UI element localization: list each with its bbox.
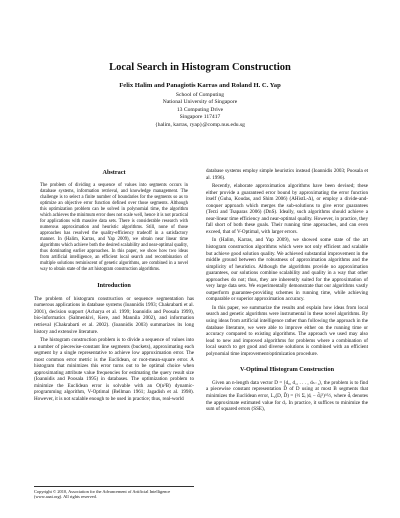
right-column — [206, 168, 368, 415]
affiliation-block — [0, 92, 400, 129]
abstract-text: The problem of dividing a sequence of values into segments occurs in database systems, information retrieval, and knowledge management. The challenge is to select a finite number of boundaries for the segments so as to optimize an objective error function defined over those segments. Although this optimization problem can be solved in polynomial time, the algorithm which achieves the minimum error does not scale well, hence it is not practical for applications with massive data sets. There is considerable research with numerous approximation and heuristic algorithms. Still, none of those approaches has resolved the quality-efficiency tradeoff in a satisfactory manner. In (Halim, Karras, and Yap 2009), we obtain near linear time algorithms which achieve both the desired scalability and near-optimal quality, thus dominating earlier approaches. In this paper, we show how two ideas from artificial intelligence, an efficient local search and recombination of multiple solutions reminiscent of genetic algorithms, are combined in a novel way to obtain state of the art histogram construction algorithms. — [40, 182, 188, 273]
affiliation-line: 13 Computing Drive — [176, 106, 224, 113]
copyright-footnote: Copyright © 2010, Association for the Advancement of Artificial Intelligence (www.aaai.org). All rights reserved. — [34, 486, 194, 500]
section-paragraph: Given an n-length data vector D = ⟨d₀, d₁, . . . , dₙ₋₁⟩, the problem is to find a piecewise constant representation D̂ of D using at most B segments that minimizes the Euclidean error, L₂(D, D̂) = (½ Σᵢ |dᵢ − d̂ᵢ|²)^½, where d̂ᵢ denotes the approximate estimated value for dᵢ. In practice, it suffices to minimize the sum of squared errors (SSE), — [206, 379, 368, 413]
left-column — [34, 170, 194, 405]
body-paragraph: Recently, elaborate approximation algorithms have been devised; these either provide a guaranteed error bound by approximating the error function itself (Guha, Koudas, and Shim 2006) (AHistL-Δ), or employ a divide-and-conquer approach which merges the sub-solutions to give error guarantees (Terzi and Tsaparas 2006) (DnS). Ideally, such algorithms should achieve a near-linear time efficiency and near-optimal quality. However, in practice, they fall short of both these goals. Their running time approaches, and can even exceed, that of V-Optimal, with larger errors. — [206, 183, 368, 235]
body-paragraph: In (Halim, Karras, and Yap 2009), we showed some state of the art histogram construction algorithms which were not only efficient and scalable but achieve good solution quality. We achieved substantial improvement in the middle ground between the robustness of approximation algorithms and the simplicity of heuristics. Although the algorithms provide no approximation guarantees, our solutions combine scalability and quality in a way that other approaches do not; thus, they are inherently suited for the approximation of very large data sets. We experimentally demonstrate that our algorithms vastly outperform guarantee-providing schemes in running time, while achieving comparable or superior approximation accuracy. — [206, 237, 368, 303]
introduction-heading: Introduction — [97, 282, 131, 290]
affiliation-line: Singapore 117417 — [179, 114, 221, 121]
intro-paragraph: The histogram construction problem is to divide a sequence of values into a number of piecewise-constant line segments (buckets), approximating each segment by a single representative to achieve low approximation error. The most common error metric is the Euclidean, or root-mean-square error. A histogram that minimizes this error turns out to be optimal choice when approximating attribute value frequencies for estimating the query result size (Ioannidis and Poosala 1995) in databases. The optimization problem to minimize the Euclidean error is solvable with an O(n²B) dynamic-programming algorithm, V-Optimal (Bellman 1961; Jagadish et al. 1998). However, it is not scalable enough to be used in practice; thus, real-world — [34, 337, 194, 402]
body-paragraph: database systems employ simple heuristics instead (Ioannidis 2003; Poosala et al. 1996). — [206, 168, 368, 181]
paper-title: Local Search in Histogram Construction — [109, 62, 291, 73]
abstract-heading: Abstract — [102, 169, 126, 176]
affiliation-line: National University of Singapore — [162, 99, 238, 106]
body-paragraph: In this paper, we summarize the results and explain how ideas from local search and genetic algorithms were instrumental in these novel algorithms. By using ideas from artificial intelligence rather than following the approach in the database literature, we were able to improve either on the running time or accuracy compared to existing algorithms. The approach we used may also lead to new and improved algorithms for problems where a combination of local search to get good and diverse solutions is combined with an efficient polynomial time improvement/optimization procedure. — [206, 304, 368, 357]
intro-paragraph: The problem of histogram construction or sequence segmentation has numerous applications in database systems (Ioannidis 1993; Chakrabarti et al. 2001), decision support (Acharya et al. 1999; Ioannidis and Poosala 1999), bio-informatics (Salmenkivi, Kere, and Mannila 2002), and information retrieval (Chakrabarti et al. 2002). (Ioannidis 2003) summarizes its long history and extensive literature. — [34, 295, 194, 335]
author-emails: {halim, karras, ryap}@comp.nus.edu.sg — [155, 121, 245, 128]
affiliation-line: School of Computing — [175, 92, 225, 98]
section-heading-voptimal: V-Optimal Histogram Construction — [239, 366, 335, 374]
author-list: Felix Halim and Panagiotis Karras and Roland H. C. Yap — [119, 82, 281, 89]
